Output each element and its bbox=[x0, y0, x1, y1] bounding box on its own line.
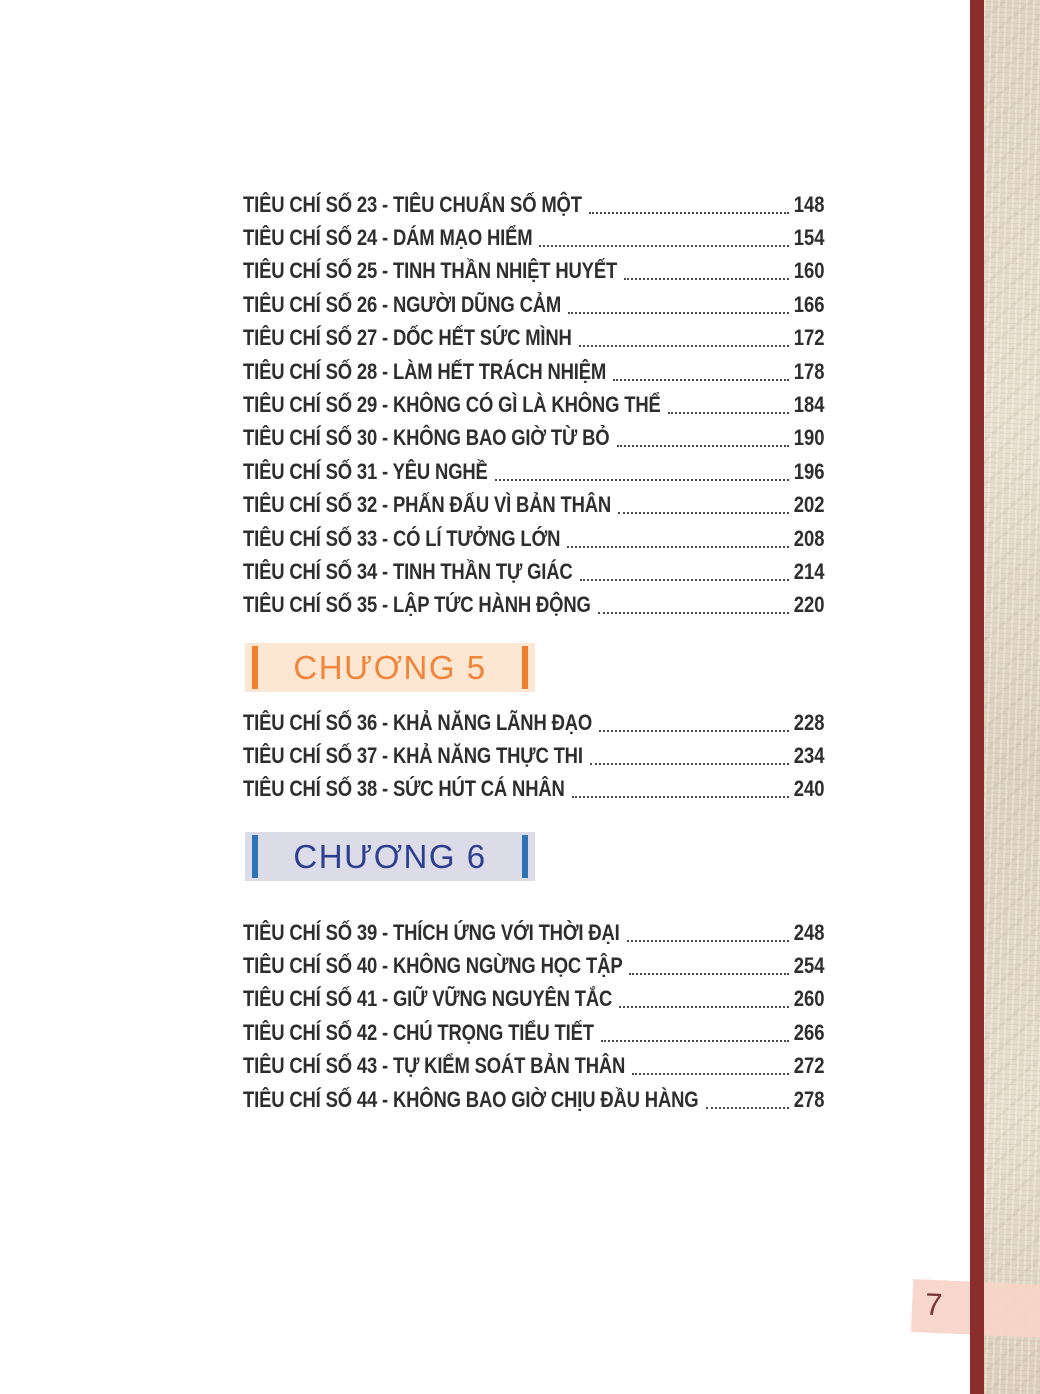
toc-entry[interactable] bbox=[243, 288, 825, 321]
chapter-heading bbox=[245, 643, 535, 692]
dot-leader bbox=[618, 504, 789, 514]
toc-entry-title: TIÊU CHÍ SỐ 42 - CHÚ TRỌNG TIỂU TIẾT bbox=[243, 1019, 594, 1045]
dot-leader bbox=[567, 538, 789, 548]
chapter-heading-label: CHƯƠNG 5 bbox=[293, 648, 487, 686]
dot-leader bbox=[568, 304, 789, 314]
toc-list bbox=[243, 188, 825, 622]
dot-leader bbox=[668, 404, 790, 414]
toc-entry-page: 248 bbox=[794, 919, 825, 945]
dot-leader bbox=[495, 471, 790, 481]
toc-entry-title: TIÊU CHÍ SỐ 40 - KHÔNG NGỪNG HỌC TẬP bbox=[243, 953, 623, 979]
dot-leader bbox=[619, 998, 789, 1008]
toc-entry-page: 220 bbox=[794, 592, 825, 618]
dot-leader bbox=[590, 755, 789, 765]
toc-entry-page: 202 bbox=[794, 492, 825, 518]
chapter-heading-label: CHƯƠNG 6 bbox=[293, 837, 487, 875]
toc-entry-title: TIÊU CHÍ SỐ 39 - THÍCH ỨNG VỚI THỜI ĐẠI bbox=[243, 919, 620, 945]
toc-entry[interactable] bbox=[243, 949, 825, 982]
toc-entry-title: TIÊU CHÍ SỐ 28 - LÀM HẾT TRÁCH NHIỆM bbox=[243, 358, 607, 384]
dot-leader bbox=[572, 788, 790, 798]
dot-leader bbox=[632, 1065, 789, 1075]
toc-entry[interactable] bbox=[243, 388, 825, 421]
toc-entry[interactable] bbox=[243, 322, 825, 355]
toc-entry-title: TIÊU CHÍ SỐ 38 - SỨC HÚT CÁ NHÂN bbox=[243, 776, 565, 802]
toc-entry[interactable] bbox=[243, 422, 825, 455]
toc-entry[interactable] bbox=[243, 739, 825, 772]
toc-entry[interactable] bbox=[243, 589, 825, 622]
toc-entry[interactable] bbox=[243, 1016, 825, 1049]
dot-leader bbox=[629, 965, 789, 975]
toc-entry[interactable] bbox=[243, 916, 825, 949]
dot-leader bbox=[601, 1032, 789, 1042]
toc-entry-page: 266 bbox=[794, 1019, 825, 1045]
toc-entry-page: 254 bbox=[794, 953, 825, 979]
toc-entry-title: TIÊU CHÍ SỐ 31 - YÊU NGHỀ bbox=[243, 458, 488, 484]
toc-entry[interactable] bbox=[243, 355, 825, 388]
toc-entry-page: 154 bbox=[794, 225, 825, 251]
dot-leader bbox=[627, 932, 790, 942]
toc-entry-page: 184 bbox=[794, 392, 825, 418]
toc-entry-title: TIÊU CHÍ SỐ 25 - TINH THẦN NHIỆT HUYẾT bbox=[243, 258, 618, 284]
spine-bar bbox=[970, 0, 984, 1394]
toc-entry[interactable] bbox=[243, 255, 825, 288]
dot-leader bbox=[598, 604, 790, 614]
toc-entry-page: 228 bbox=[794, 709, 825, 735]
toc-entry[interactable] bbox=[243, 555, 825, 588]
toc-entry[interactable] bbox=[243, 489, 825, 522]
dot-leader bbox=[580, 571, 790, 581]
toc-list bbox=[243, 706, 825, 806]
toc-entry[interactable] bbox=[243, 706, 825, 739]
toc-entry-title: TIÊU CHÍ SỐ 37 - KHẢ NĂNG THỰC THI bbox=[243, 743, 583, 769]
toc-entry-page: 260 bbox=[794, 986, 825, 1012]
toc-entry-page: 148 bbox=[794, 191, 825, 217]
toc-entry-page: 166 bbox=[794, 291, 825, 317]
toc-entry-page: 214 bbox=[794, 558, 825, 584]
dot-leader bbox=[624, 270, 789, 280]
toc-entry-title: TIÊU CHÍ SỐ 33 - CÓ LÍ TƯỞNG LỚN bbox=[243, 525, 561, 551]
dot-leader bbox=[579, 337, 790, 347]
toc-entry-title: TIÊU CHÍ SỐ 26 - NGƯỜI DŨNG CẢM bbox=[243, 291, 562, 317]
toc-entry-title: TIÊU CHÍ SỐ 43 - TỰ KIỂM SOÁT BẢN THÂN bbox=[243, 1053, 626, 1079]
toc-entry-title: TIÊU CHÍ SỐ 35 - LẬP TỨC HÀNH ĐỘNG bbox=[243, 592, 591, 618]
toc-entry[interactable] bbox=[243, 455, 825, 488]
dot-leader bbox=[613, 371, 789, 381]
toc-entry-title: TIÊU CHÍ SỐ 34 - TINH THẦN TỰ GIÁC bbox=[243, 558, 573, 584]
toc-entry-title: TIÊU CHÍ SỐ 23 - TIÊU CHUẨN SỐ MỘT bbox=[243, 191, 582, 217]
toc-list bbox=[243, 916, 825, 1116]
dot-leader bbox=[617, 437, 790, 447]
toc-entry[interactable] bbox=[243, 1050, 825, 1083]
toc-entry[interactable] bbox=[243, 1083, 825, 1116]
toc-entry-title: TIÊU CHÍ SỐ 30 - KHÔNG BAO GIỜ TỪ BỎ bbox=[243, 425, 610, 451]
dot-leader bbox=[589, 204, 789, 214]
toc-entry-page: 234 bbox=[794, 743, 825, 769]
toc-entry[interactable] bbox=[243, 983, 825, 1016]
dot-leader bbox=[706, 1099, 790, 1109]
page-number: 7 bbox=[924, 1286, 944, 1323]
dot-leader bbox=[539, 237, 789, 247]
toc-entry-page: 272 bbox=[794, 1053, 825, 1079]
toc-entry-title: TIÊU CHÍ SỐ 24 - DÁM MẠO HIỂM bbox=[243, 225, 533, 251]
toc-entry-title: TIÊU CHÍ SỐ 44 - KHÔNG BAO GIỜ CHỊU ĐẦU HÀNG bbox=[243, 1086, 699, 1112]
page-edge-texture bbox=[984, 0, 1040, 1394]
toc-entry-page: 208 bbox=[794, 525, 825, 551]
toc-entry-title: TIÊU CHÍ SỐ 29 - KHÔNG CÓ GÌ LÀ KHÔNG THỂ bbox=[243, 392, 661, 418]
toc-entry-page: 178 bbox=[794, 358, 825, 384]
toc-entry[interactable] bbox=[243, 221, 825, 254]
toc-entry-page: 196 bbox=[794, 458, 825, 484]
toc-entry-title: TIÊU CHÍ SỐ 27 - DỐC HẾT SỨC MÌNH bbox=[243, 325, 572, 351]
chapter-heading bbox=[245, 832, 535, 881]
toc-entry-page: 240 bbox=[794, 776, 825, 802]
dot-leader bbox=[599, 722, 789, 732]
toc-entry-page: 172 bbox=[794, 325, 825, 351]
toc-entry[interactable] bbox=[243, 522, 825, 555]
toc-entry-page: 278 bbox=[794, 1086, 825, 1112]
toc-entry-title: TIÊU CHÍ SỐ 41 - GIỮ VỮNG NGUYÊN TẮC bbox=[243, 986, 613, 1012]
toc-entry[interactable] bbox=[243, 188, 825, 221]
toc-entry[interactable] bbox=[243, 773, 825, 806]
toc-entry-title: TIÊU CHÍ SỐ 32 - PHẤN ĐẤU VÌ BẢN THÂN bbox=[243, 492, 612, 518]
toc-entry-page: 160 bbox=[794, 258, 825, 284]
toc-entry-title: TIÊU CHÍ SỐ 36 - KHẢ NĂNG LÃNH ĐẠO bbox=[243, 709, 593, 735]
toc-entry-page: 190 bbox=[794, 425, 825, 451]
